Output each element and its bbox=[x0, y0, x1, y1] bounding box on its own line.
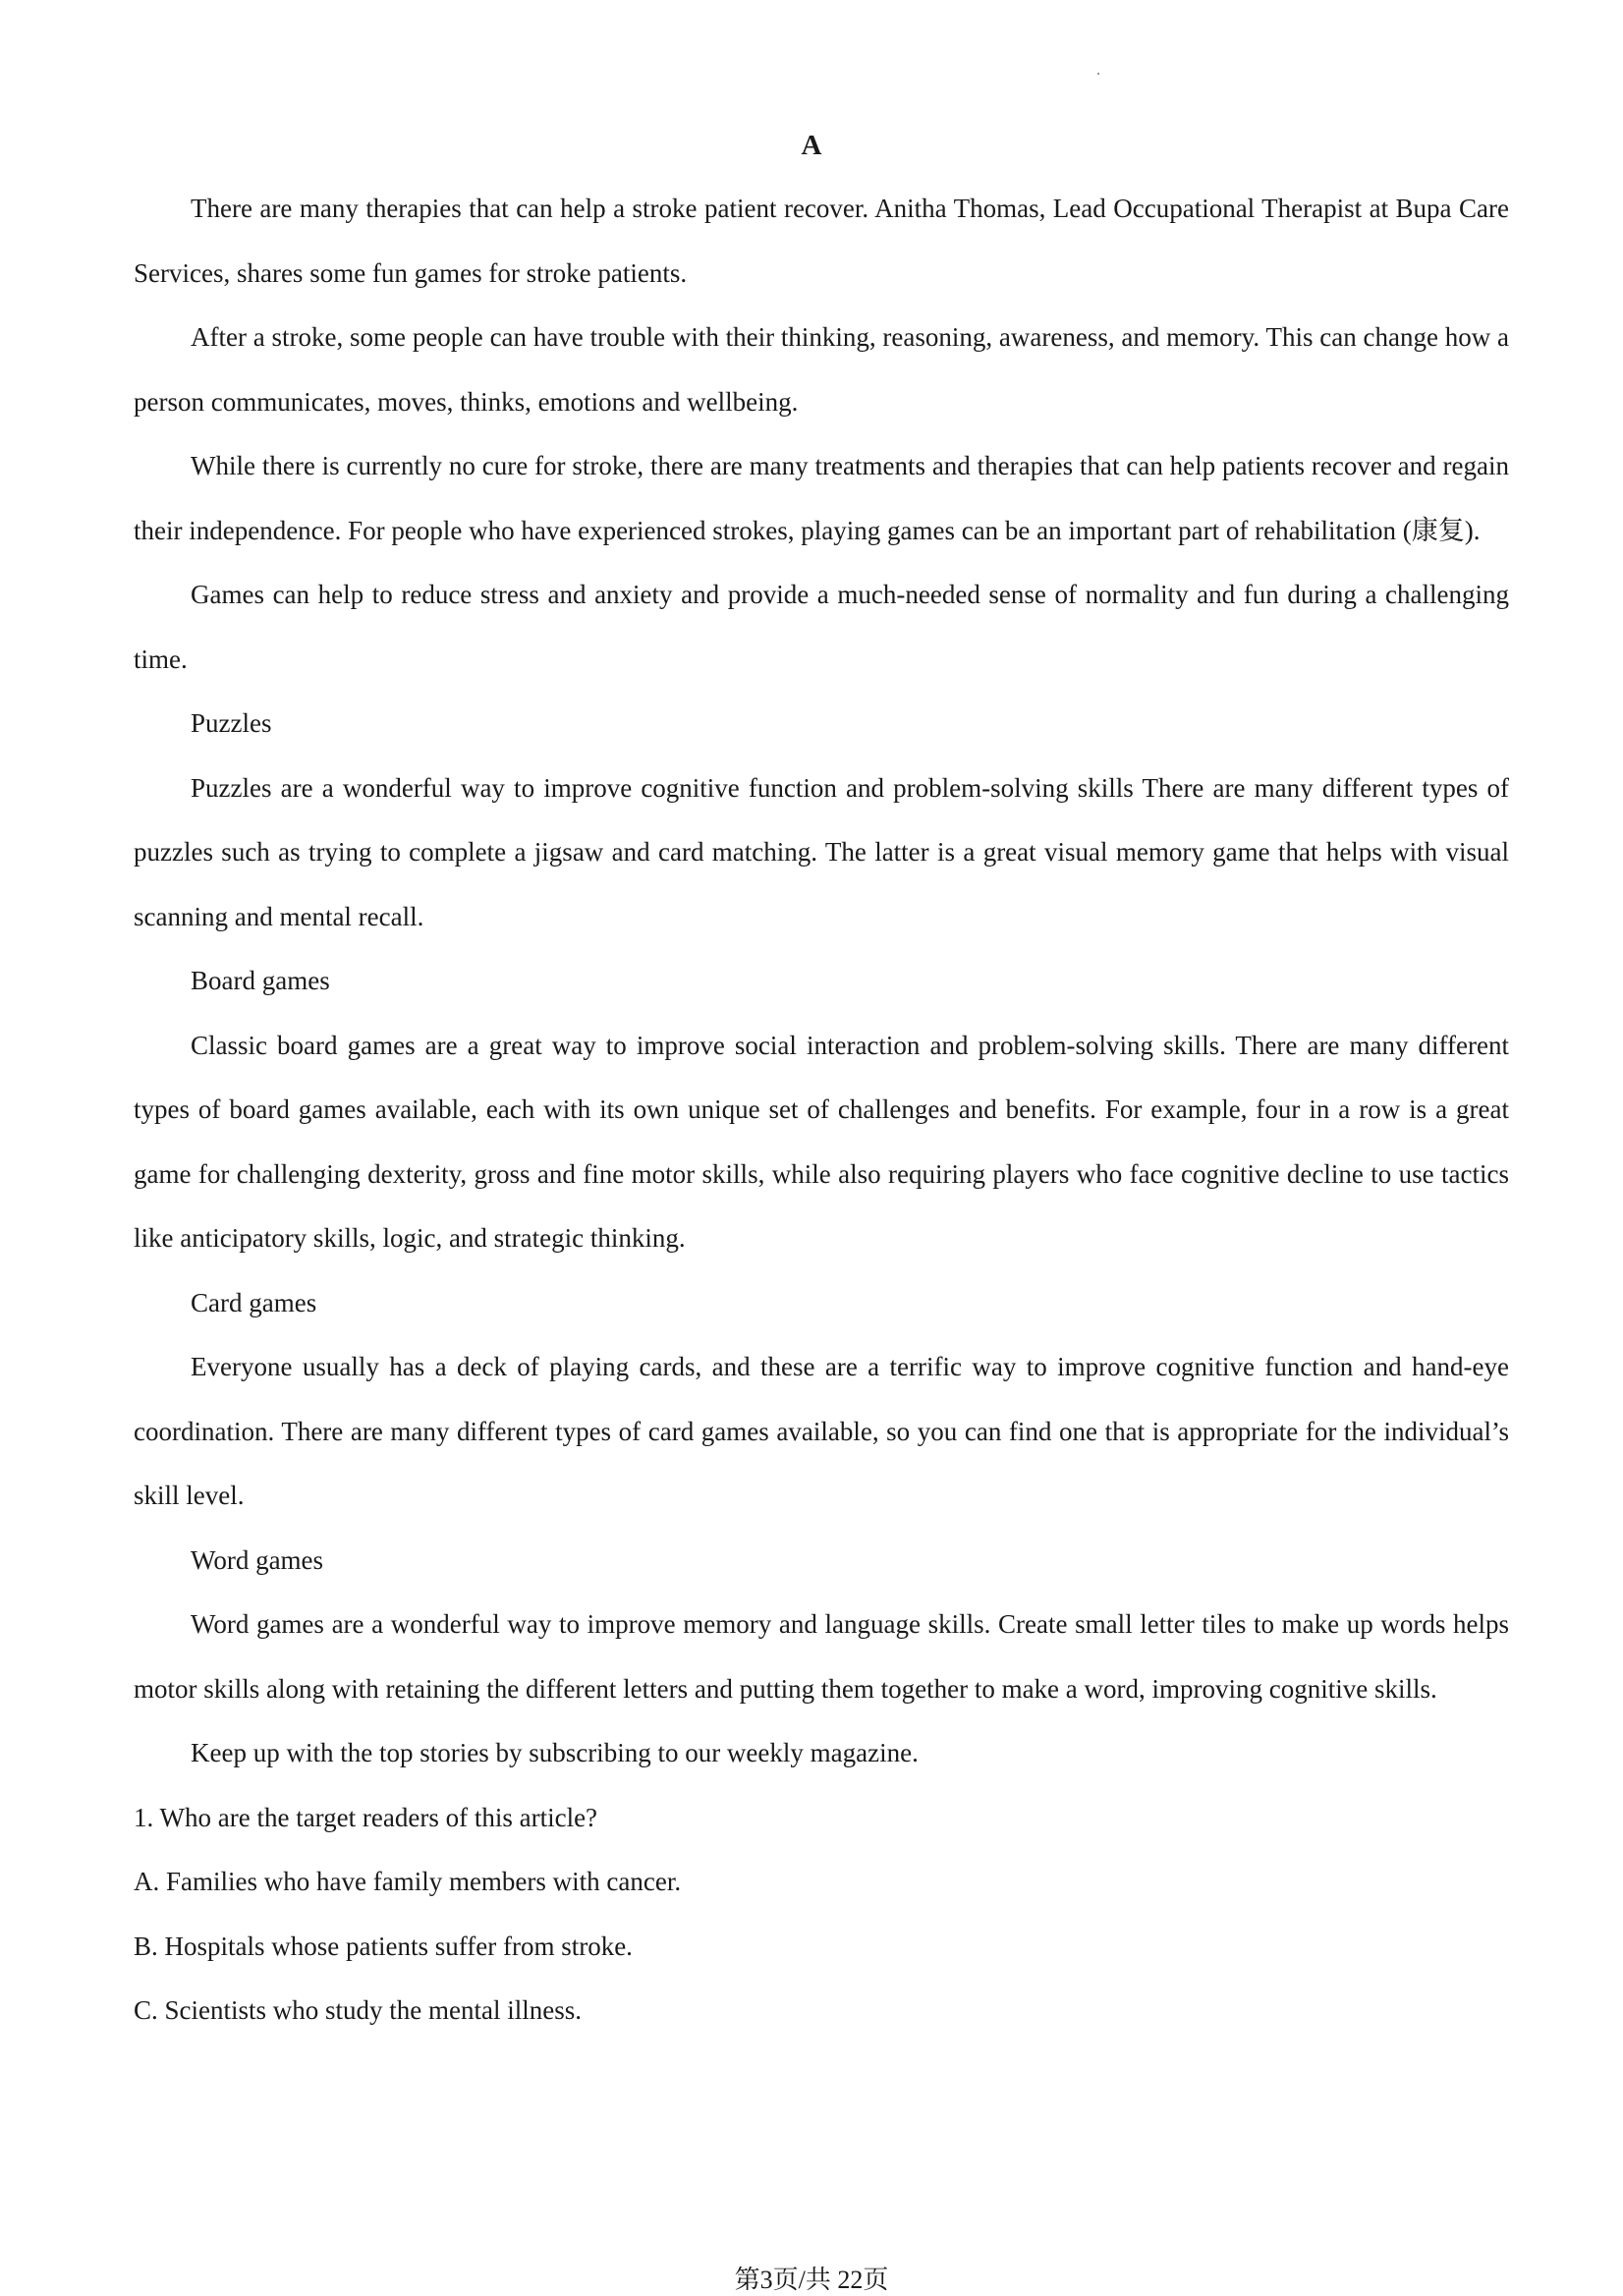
paragraph-puzzles bbox=[134, 756, 1509, 950]
answer-option-c: C. Scientists who study the mental illness. bbox=[134, 1995, 582, 2025]
puzzles-text-part1: Puzzles are a wonderful way to improve cognitive function and problem-solving skills bbox=[191, 772, 1134, 803]
paragraph-board-games: Classic board games are a great way to improve social interaction and problem-solving skills. There are many different types of board games available, each with its own unique set of challenges and benefits. For example, four in a row is a great game for challenging dexterity, gross and fine motor skills, while also requiring players who face cognitive decline to use tactics like anticipatory skills, logic, and strategic thinking. bbox=[134, 1030, 1509, 1253]
scan-speck-top bbox=[1097, 73, 1099, 75]
paragraph-word-games: Word games are a wonderful way to improve memory and language skills. Create small letter tiles to make up words helps motor skills along with retaining the different letters and putting them together to make a word, improving cognitive skills. bbox=[134, 1609, 1509, 1704]
passage-body bbox=[134, 177, 1509, 2044]
paragraph-stroke-effects: After a stroke, some people can have trouble with their thinking, reasoning, awareness, and memory. This can change how a person communicates, moves, thinks, emotions and wellbeing. bbox=[134, 322, 1509, 417]
question-stem: 1. Who are the target readers of this article? bbox=[134, 1802, 598, 1832]
paragraph-games-benefit: Games can help to reduce stress and anxiety and provide a much-needed sense of normality and fun during a challenging time. bbox=[134, 580, 1509, 674]
page-number-footer: 第3页/共 22页 bbox=[734, 2266, 889, 2294]
section-title: A bbox=[801, 130, 822, 161]
paragraph-rehabilitation: While there is currently no cure for stroke, there are many treatments and therapies that can help patients recover and regain their independence. For people who have experienced strokes, playing games can be an important part of rehabilitation (康复). bbox=[134, 451, 1509, 545]
heading-puzzles: Puzzles bbox=[191, 708, 272, 738]
answer-option-b: B. Hospitals whose patients suffer from stroke. bbox=[134, 1931, 633, 1961]
paragraph-intro: There are many therapies that can help a stroke patient recover. Anitha Thomas, Lead Occupational Therapist at Bupa Care Services, shares some fun games for stroke patients. bbox=[134, 194, 1509, 288]
question-block bbox=[134, 1786, 1509, 2044]
paragraph-closing: Keep up with the top stories by subscribing to our weekly magazine. bbox=[191, 1738, 919, 1767]
answer-option-a: A. Families who have family members with cancer. bbox=[134, 1867, 682, 1896]
paragraph-card-games: Everyone usually has a deck of playing cards, and these are a terrific way to improve cognitive function and hand-eye coordination. There are many different types of card games available, so you can find one that is appropriate for the individual’s skill level. bbox=[134, 1352, 1509, 1510]
heading-card-games: Card games bbox=[191, 1287, 317, 1317]
puzzles-text-part2: There are many different types of puzzles such as trying to complete a jigsaw and card matching. The latter is a great visual memory game that helps with visual scanning and mental recall. bbox=[134, 772, 1509, 931]
heading-word-games: Word games bbox=[191, 1544, 324, 1575]
heading-board-games: Board games bbox=[191, 966, 330, 995]
